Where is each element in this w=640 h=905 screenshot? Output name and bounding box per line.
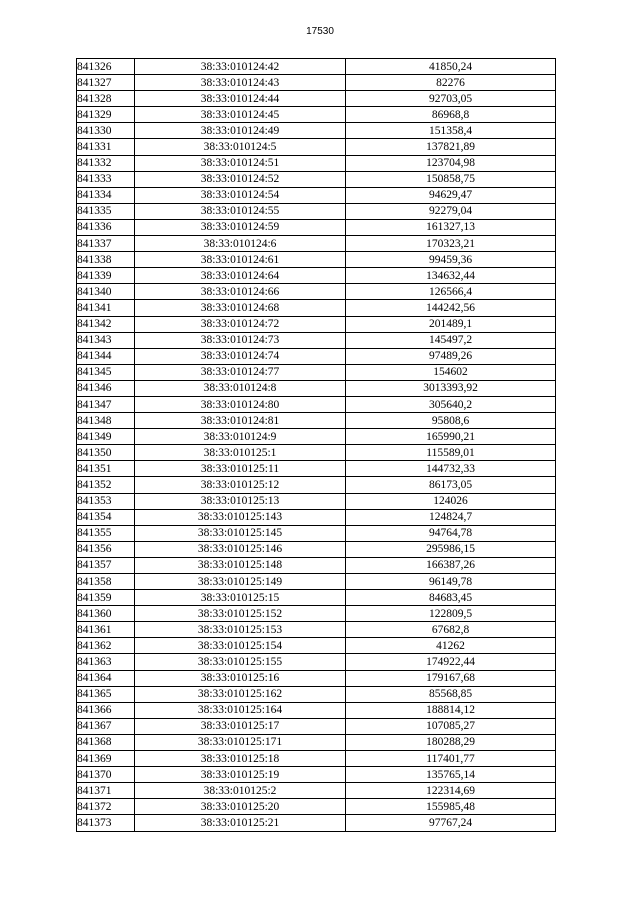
cadastral-number-cell: 38:33:010125:1: [135, 445, 346, 461]
table-row: [77, 171, 556, 187]
cadastral-value-cell: 117401,77: [346, 751, 556, 767]
cadastral-value-cell: 122314,69: [346, 783, 556, 799]
cadastral-value-cell: 96149,78: [346, 574, 556, 590]
cadastral-number-cell: 38:33:010125:16: [135, 670, 346, 686]
row-number-cell: 841340: [77, 284, 135, 300]
table-row: [77, 413, 556, 429]
table-row: [77, 574, 556, 590]
row-number-cell: 841346: [77, 380, 135, 396]
table-row: [77, 606, 556, 622]
cadastral-number-cell: 38:33:010124:43: [135, 75, 346, 91]
cadastral-number-cell: 38:33:010125:143: [135, 509, 346, 525]
table-row: [77, 396, 556, 412]
table-row: [77, 445, 556, 461]
cadastral-number-cell: 38:33:010125:2: [135, 783, 346, 799]
cadastral-number-cell: 38:33:010125:153: [135, 622, 346, 638]
cadastral-value-cell: 126566,4: [346, 284, 556, 300]
table-row: [77, 300, 556, 316]
row-number-cell: 841363: [77, 654, 135, 670]
row-number-cell: 841331: [77, 139, 135, 155]
cadastral-number-cell: 38:33:010124:68: [135, 300, 346, 316]
cadastral-value-cell: 144732,33: [346, 461, 556, 477]
row-number-cell: 841337: [77, 236, 135, 252]
row-number-cell: 841336: [77, 219, 135, 235]
cadastral-number-cell: 38:33:010124:55: [135, 203, 346, 219]
cadastral-value-cell: 305640,2: [346, 396, 556, 412]
row-number-cell: 841335: [77, 203, 135, 219]
table-row: [77, 252, 556, 268]
cadastral-number-cell: 38:33:010124:74: [135, 348, 346, 364]
row-number-cell: 841344: [77, 348, 135, 364]
table-row: [77, 139, 556, 155]
cadastral-number-cell: 38:33:010125:148: [135, 557, 346, 573]
cadastral-value-cell: 151358,4: [346, 123, 556, 139]
row-number-cell: 841345: [77, 364, 135, 380]
row-number-cell: 841358: [77, 574, 135, 590]
row-number-cell: 841370: [77, 767, 135, 783]
cadastral-value-cell: 150858,75: [346, 171, 556, 187]
table-row: [77, 799, 556, 815]
row-number-cell: 841371: [77, 783, 135, 799]
table-body: [77, 59, 556, 832]
cadastral-value-cell: 97489,26: [346, 348, 556, 364]
row-number-cell: 841360: [77, 606, 135, 622]
cadastral-value-cell: 86173,05: [346, 477, 556, 493]
row-number-cell: 841328: [77, 91, 135, 107]
cadastral-number-cell: 38:33:010125:152: [135, 606, 346, 622]
table-row: [77, 461, 556, 477]
cadastral-number-cell: 38:33:010124:72: [135, 316, 346, 332]
cadastral-value-cell: 170323,21: [346, 236, 556, 252]
cadastral-value-cell: 137821,89: [346, 139, 556, 155]
table-row: [77, 525, 556, 541]
table-row: [77, 557, 556, 573]
table-row: [77, 316, 556, 332]
cadastral-value-cell: 94629,47: [346, 187, 556, 203]
cadastral-value-cell: 41850,24: [346, 59, 556, 75]
table-row: [77, 734, 556, 750]
table-row: [77, 380, 556, 396]
table-row: [77, 509, 556, 525]
row-number-cell: 841366: [77, 702, 135, 718]
cadastral-number-cell: 38:33:010125:145: [135, 525, 346, 541]
cadastral-value-cell: 155985,48: [346, 799, 556, 815]
row-number-cell: 841330: [77, 123, 135, 139]
cadastral-value-cell: 201489,1: [346, 316, 556, 332]
row-number-cell: 841368: [77, 734, 135, 750]
row-number-cell: 841349: [77, 429, 135, 445]
cadastral-number-cell: 38:33:010125:149: [135, 574, 346, 590]
cadastral-number-cell: 38:33:010124:51: [135, 155, 346, 171]
cadastral-number-cell: 38:33:010125:17: [135, 718, 346, 734]
table-row: [77, 75, 556, 91]
table-row: [77, 107, 556, 123]
row-number-cell: 841362: [77, 638, 135, 654]
table-row: [77, 783, 556, 799]
cadastral-value-cell: 166387,26: [346, 557, 556, 573]
table-row: [77, 429, 556, 445]
row-number-cell: 841355: [77, 525, 135, 541]
table-row: [77, 590, 556, 606]
cadastral-number-cell: 38:33:010124:44: [135, 91, 346, 107]
table-row: [77, 493, 556, 509]
cadastral-number-cell: 38:33:010125:18: [135, 751, 346, 767]
row-number-cell: 841333: [77, 171, 135, 187]
cadastral-number-cell: 38:33:010125:15: [135, 590, 346, 606]
cadastral-number-cell: 38:33:010125:154: [135, 638, 346, 654]
row-number-cell: 841357: [77, 557, 135, 573]
table-row: [77, 638, 556, 654]
cadastral-number-cell: 38:33:010125:155: [135, 654, 346, 670]
cadastral-number-cell: 38:33:010124:49: [135, 123, 346, 139]
cadastral-value-cell: 92703,05: [346, 91, 556, 107]
cadastral-value-cell: 145497,2: [346, 332, 556, 348]
cadastral-value-cell: 154602: [346, 364, 556, 380]
cadastral-value-cell: 95808,6: [346, 413, 556, 429]
cadastral-value-cell: 122809,5: [346, 606, 556, 622]
cadastral-number-cell: 38:33:010124:64: [135, 268, 346, 284]
row-number-cell: 841329: [77, 107, 135, 123]
cadastral-value-cell: 3013393,92: [346, 380, 556, 396]
table-row: [77, 477, 556, 493]
cadastral-number-cell: 38:33:010124:61: [135, 252, 346, 268]
row-number-cell: 841339: [77, 268, 135, 284]
table-row: [77, 59, 556, 75]
cadastral-value-cell: 179167,68: [346, 670, 556, 686]
table-row: [77, 751, 556, 767]
cadastral-value-cell: 174922,44: [346, 654, 556, 670]
table-row: [77, 332, 556, 348]
cadastral-value-cell: 161327,13: [346, 219, 556, 235]
table-row: [77, 155, 556, 171]
cadastral-value-cell: 135765,14: [346, 767, 556, 783]
table-row: [77, 622, 556, 638]
cadastral-number-cell: 38:33:010124:42: [135, 59, 346, 75]
table-row: [77, 364, 556, 380]
cadastral-value-cell: 295986,15: [346, 541, 556, 557]
cadastral-number-cell: 38:33:010125:146: [135, 541, 346, 557]
row-number-cell: 841350: [77, 445, 135, 461]
cadastral-number-cell: 38:33:010124:52: [135, 171, 346, 187]
cadastral-value-cell: 188814,12: [346, 702, 556, 718]
cadastral-value-cell: 84683,45: [346, 590, 556, 606]
table-row: [77, 686, 556, 702]
cadastral-value-cell: 165990,21: [346, 429, 556, 445]
cadastral-value-table: [76, 58, 556, 832]
row-number-cell: 841352: [77, 477, 135, 493]
page-number: 17530: [306, 26, 334, 37]
cadastral-value-cell: 82276: [346, 75, 556, 91]
row-number-cell: 841372: [77, 799, 135, 815]
cadastral-number-cell: 38:33:010124:8: [135, 380, 346, 396]
row-number-cell: 841359: [77, 590, 135, 606]
cadastral-value-cell: 180288,29: [346, 734, 556, 750]
row-number-cell: 841351: [77, 461, 135, 477]
cadastral-number-cell: 38:33:010125:164: [135, 702, 346, 718]
cadastral-number-cell: 38:33:010124:5: [135, 139, 346, 155]
row-number-cell: 841341: [77, 300, 135, 316]
table-row: [77, 91, 556, 107]
row-number-cell: 841367: [77, 718, 135, 734]
table-row: [77, 219, 556, 235]
table-row: [77, 348, 556, 364]
cadastral-number-cell: 38:33:010125:171: [135, 734, 346, 750]
row-number-cell: 841326: [77, 59, 135, 75]
table-row: [77, 187, 556, 203]
row-number-cell: 841334: [77, 187, 135, 203]
row-number-cell: 841353: [77, 493, 135, 509]
cadastral-number-cell: 38:33:010125:11: [135, 461, 346, 477]
row-number-cell: 841356: [77, 541, 135, 557]
row-number-cell: 841338: [77, 252, 135, 268]
table-row: [77, 123, 556, 139]
row-number-cell: 841373: [77, 815, 135, 831]
cadastral-value-cell: 134632,44: [346, 268, 556, 284]
row-number-cell: 841332: [77, 155, 135, 171]
cadastral-number-cell: 38:33:010125:19: [135, 767, 346, 783]
row-number-cell: 841354: [77, 509, 135, 525]
cadastral-number-cell: 38:33:010124:59: [135, 219, 346, 235]
table-row: [77, 654, 556, 670]
cadastral-value-cell: 86968,8: [346, 107, 556, 123]
cadastral-number-cell: 38:33:010124:80: [135, 396, 346, 412]
cadastral-value-cell: 107085,27: [346, 718, 556, 734]
cadastral-number-cell: 38:33:010124:9: [135, 429, 346, 445]
cadastral-value-cell: 67682,8: [346, 622, 556, 638]
row-number-cell: 841361: [77, 622, 135, 638]
cadastral-value-cell: 115589,01: [346, 445, 556, 461]
cadastral-number-cell: 38:33:010124:73: [135, 332, 346, 348]
row-number-cell: 841369: [77, 751, 135, 767]
cadastral-value-cell: 124824,7: [346, 509, 556, 525]
cadastral-number-cell: 38:33:010124:45: [135, 107, 346, 123]
table-row: [77, 236, 556, 252]
row-number-cell: 841342: [77, 316, 135, 332]
table-row: [77, 767, 556, 783]
cadastral-number-cell: 38:33:010125:20: [135, 799, 346, 815]
cadastral-number-cell: 38:33:010125:12: [135, 477, 346, 493]
row-number-cell: 841348: [77, 413, 135, 429]
row-number-cell: 841364: [77, 670, 135, 686]
cadastral-value-cell: 94764,78: [346, 525, 556, 541]
table-row: [77, 718, 556, 734]
cadastral-number-cell: 38:33:010124:54: [135, 187, 346, 203]
cadastral-number-cell: 38:33:010125:21: [135, 815, 346, 831]
cadastral-value-cell: 144242,56: [346, 300, 556, 316]
row-number-cell: 841343: [77, 332, 135, 348]
cadastral-number-cell: 38:33:010125:162: [135, 686, 346, 702]
cadastral-value-cell: 85568,85: [346, 686, 556, 702]
cadastral-value-cell: 123704,98: [346, 155, 556, 171]
cadastral-value-cell: 97767,24: [346, 815, 556, 831]
row-number-cell: 841327: [77, 75, 135, 91]
row-number-cell: 841347: [77, 396, 135, 412]
table-row: [77, 284, 556, 300]
cadastral-number-cell: 38:33:010124:81: [135, 413, 346, 429]
cadastral-number-cell: 38:33:010124:77: [135, 364, 346, 380]
cadastral-number-cell: 38:33:010124:66: [135, 284, 346, 300]
table-row: [77, 702, 556, 718]
cadastral-value-cell: 92279,04: [346, 203, 556, 219]
cadastral-value-cell: 124026: [346, 493, 556, 509]
table-row: [77, 815, 556, 831]
cadastral-number-cell: 38:33:010124:6: [135, 236, 346, 252]
cadastral-number-cell: 38:33:010125:13: [135, 493, 346, 509]
cadastral-value-cell: 99459,36: [346, 252, 556, 268]
table-row: [77, 541, 556, 557]
table-row: [77, 203, 556, 219]
table-row: [77, 268, 556, 284]
cadastral-value-cell: 41262: [346, 638, 556, 654]
table-row: [77, 670, 556, 686]
row-number-cell: 841365: [77, 686, 135, 702]
